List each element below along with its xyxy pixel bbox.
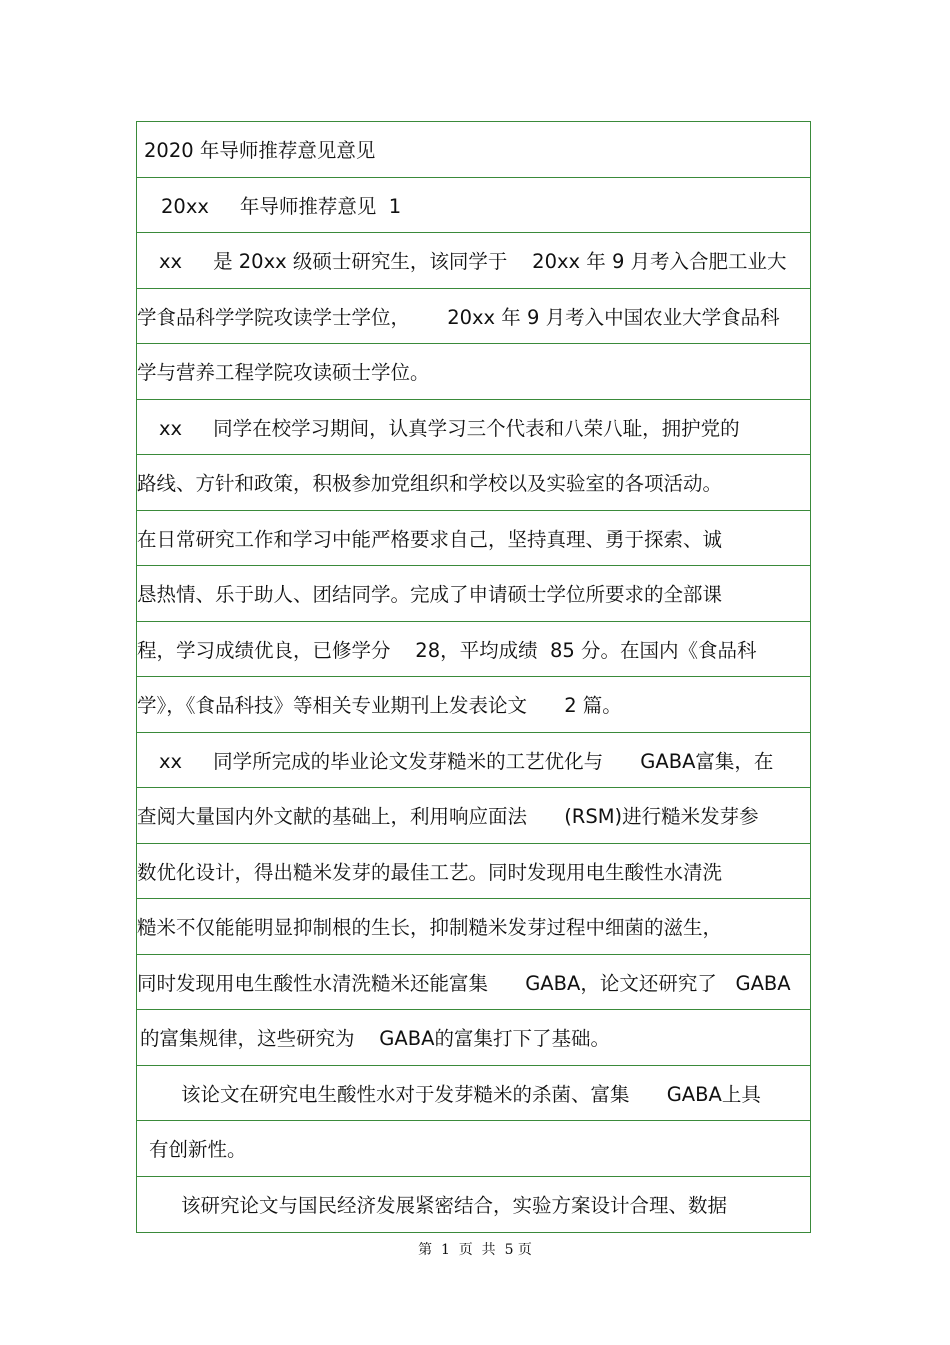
- table-row: [137, 178, 810, 234]
- paragraph-line: 查阅大量国内外文献的基础上，利用响应面法 (RSM)进行糙米发芽参: [137, 805, 759, 829]
- table-row: [137, 122, 810, 178]
- table-row: [137, 622, 810, 678]
- page-number-footer: 第 1 页 共 5 页: [418, 1242, 532, 1258]
- table-row: [137, 344, 810, 400]
- table-row: [137, 566, 810, 622]
- paragraph-line: 学与营养工程学院攻读硕士学位。: [137, 361, 430, 385]
- table-row: [137, 788, 810, 844]
- table-row: [137, 677, 810, 733]
- table-row: [137, 1010, 810, 1066]
- paragraph-line: xx 同学在校学习期间，认真学习三个代表和八荣八耻，拥护党的: [159, 416, 740, 440]
- section-heading: 20xx 年导师推荐意见 1: [161, 194, 402, 218]
- table-row: [137, 1121, 810, 1177]
- paragraph-line: 该研究论文与国民经济发展紧密结合，实验方案设计合理、数据: [181, 1194, 728, 1218]
- paragraph-line: xx 是 20xx 级硕士研究生，该同学于 20xx 年 9 月考入合肥工业大: [159, 250, 787, 274]
- table-row: [137, 899, 810, 955]
- paragraph-line: 恳热情、乐于助人、团结同学。完成了申请硕士学位所要求的全部课: [137, 583, 723, 607]
- table-row: [137, 233, 810, 289]
- paragraph-line: 学》，《食品科技》等相关专业期刊上发表论文 2 篇。: [137, 694, 622, 718]
- paragraph-line: 糙米不仅能能明显抑制根的生长，抑制糙米发芽过程中细菌的滋生，: [137, 916, 723, 940]
- table-row: [137, 1066, 810, 1122]
- table-row: [137, 455, 810, 511]
- table-row: [137, 1177, 810, 1233]
- table-row: [137, 400, 810, 456]
- paragraph-line: 数优化设计，得出糙米发芽的最佳工艺。同时发现用电生酸性水清洗: [137, 860, 723, 884]
- paragraph-line: 同时发现用电生酸性水清洗糙米还能富集 GABA，论文还研究了 GABA: [137, 971, 791, 995]
- table-row: [137, 733, 810, 789]
- paragraph-line: 路线、方针和政策，积极参加党组织和学校以及实验室的各项活动。: [137, 472, 723, 496]
- table-row: [137, 955, 810, 1011]
- paragraph-line: 学食品科学学院攻读学士学位， 20xx 年 9 月考入中国农业大学食品科: [137, 305, 780, 329]
- document-title: 2020 年导师推荐意见意见: [144, 139, 376, 163]
- paragraph-line: 的富集规律，这些研究为 GABA的富集打下了基础。: [140, 1027, 610, 1051]
- paragraph-line: 有创新性。: [149, 1138, 247, 1162]
- paragraph-line: 在日常研究工作和学习中能严格要求自己，坚持真理、勇于探索、诚: [137, 527, 723, 551]
- table-row: [137, 289, 810, 345]
- document-table: [136, 121, 811, 1233]
- paragraph-line: 该论文在研究电生酸性水对于发芽糙米的杀菌、富集 GABA上具: [181, 1082, 761, 1106]
- paragraph-line: 程，学习成绩优良，已修学分 28，平均成绩 85 分。在国内《食品科: [137, 638, 757, 662]
- table-row: [137, 511, 810, 567]
- table-row: [137, 844, 810, 900]
- paragraph-line: xx 同学所完成的毕业论文发芽糙米的工艺优化与 GABA富集，在: [159, 749, 774, 773]
